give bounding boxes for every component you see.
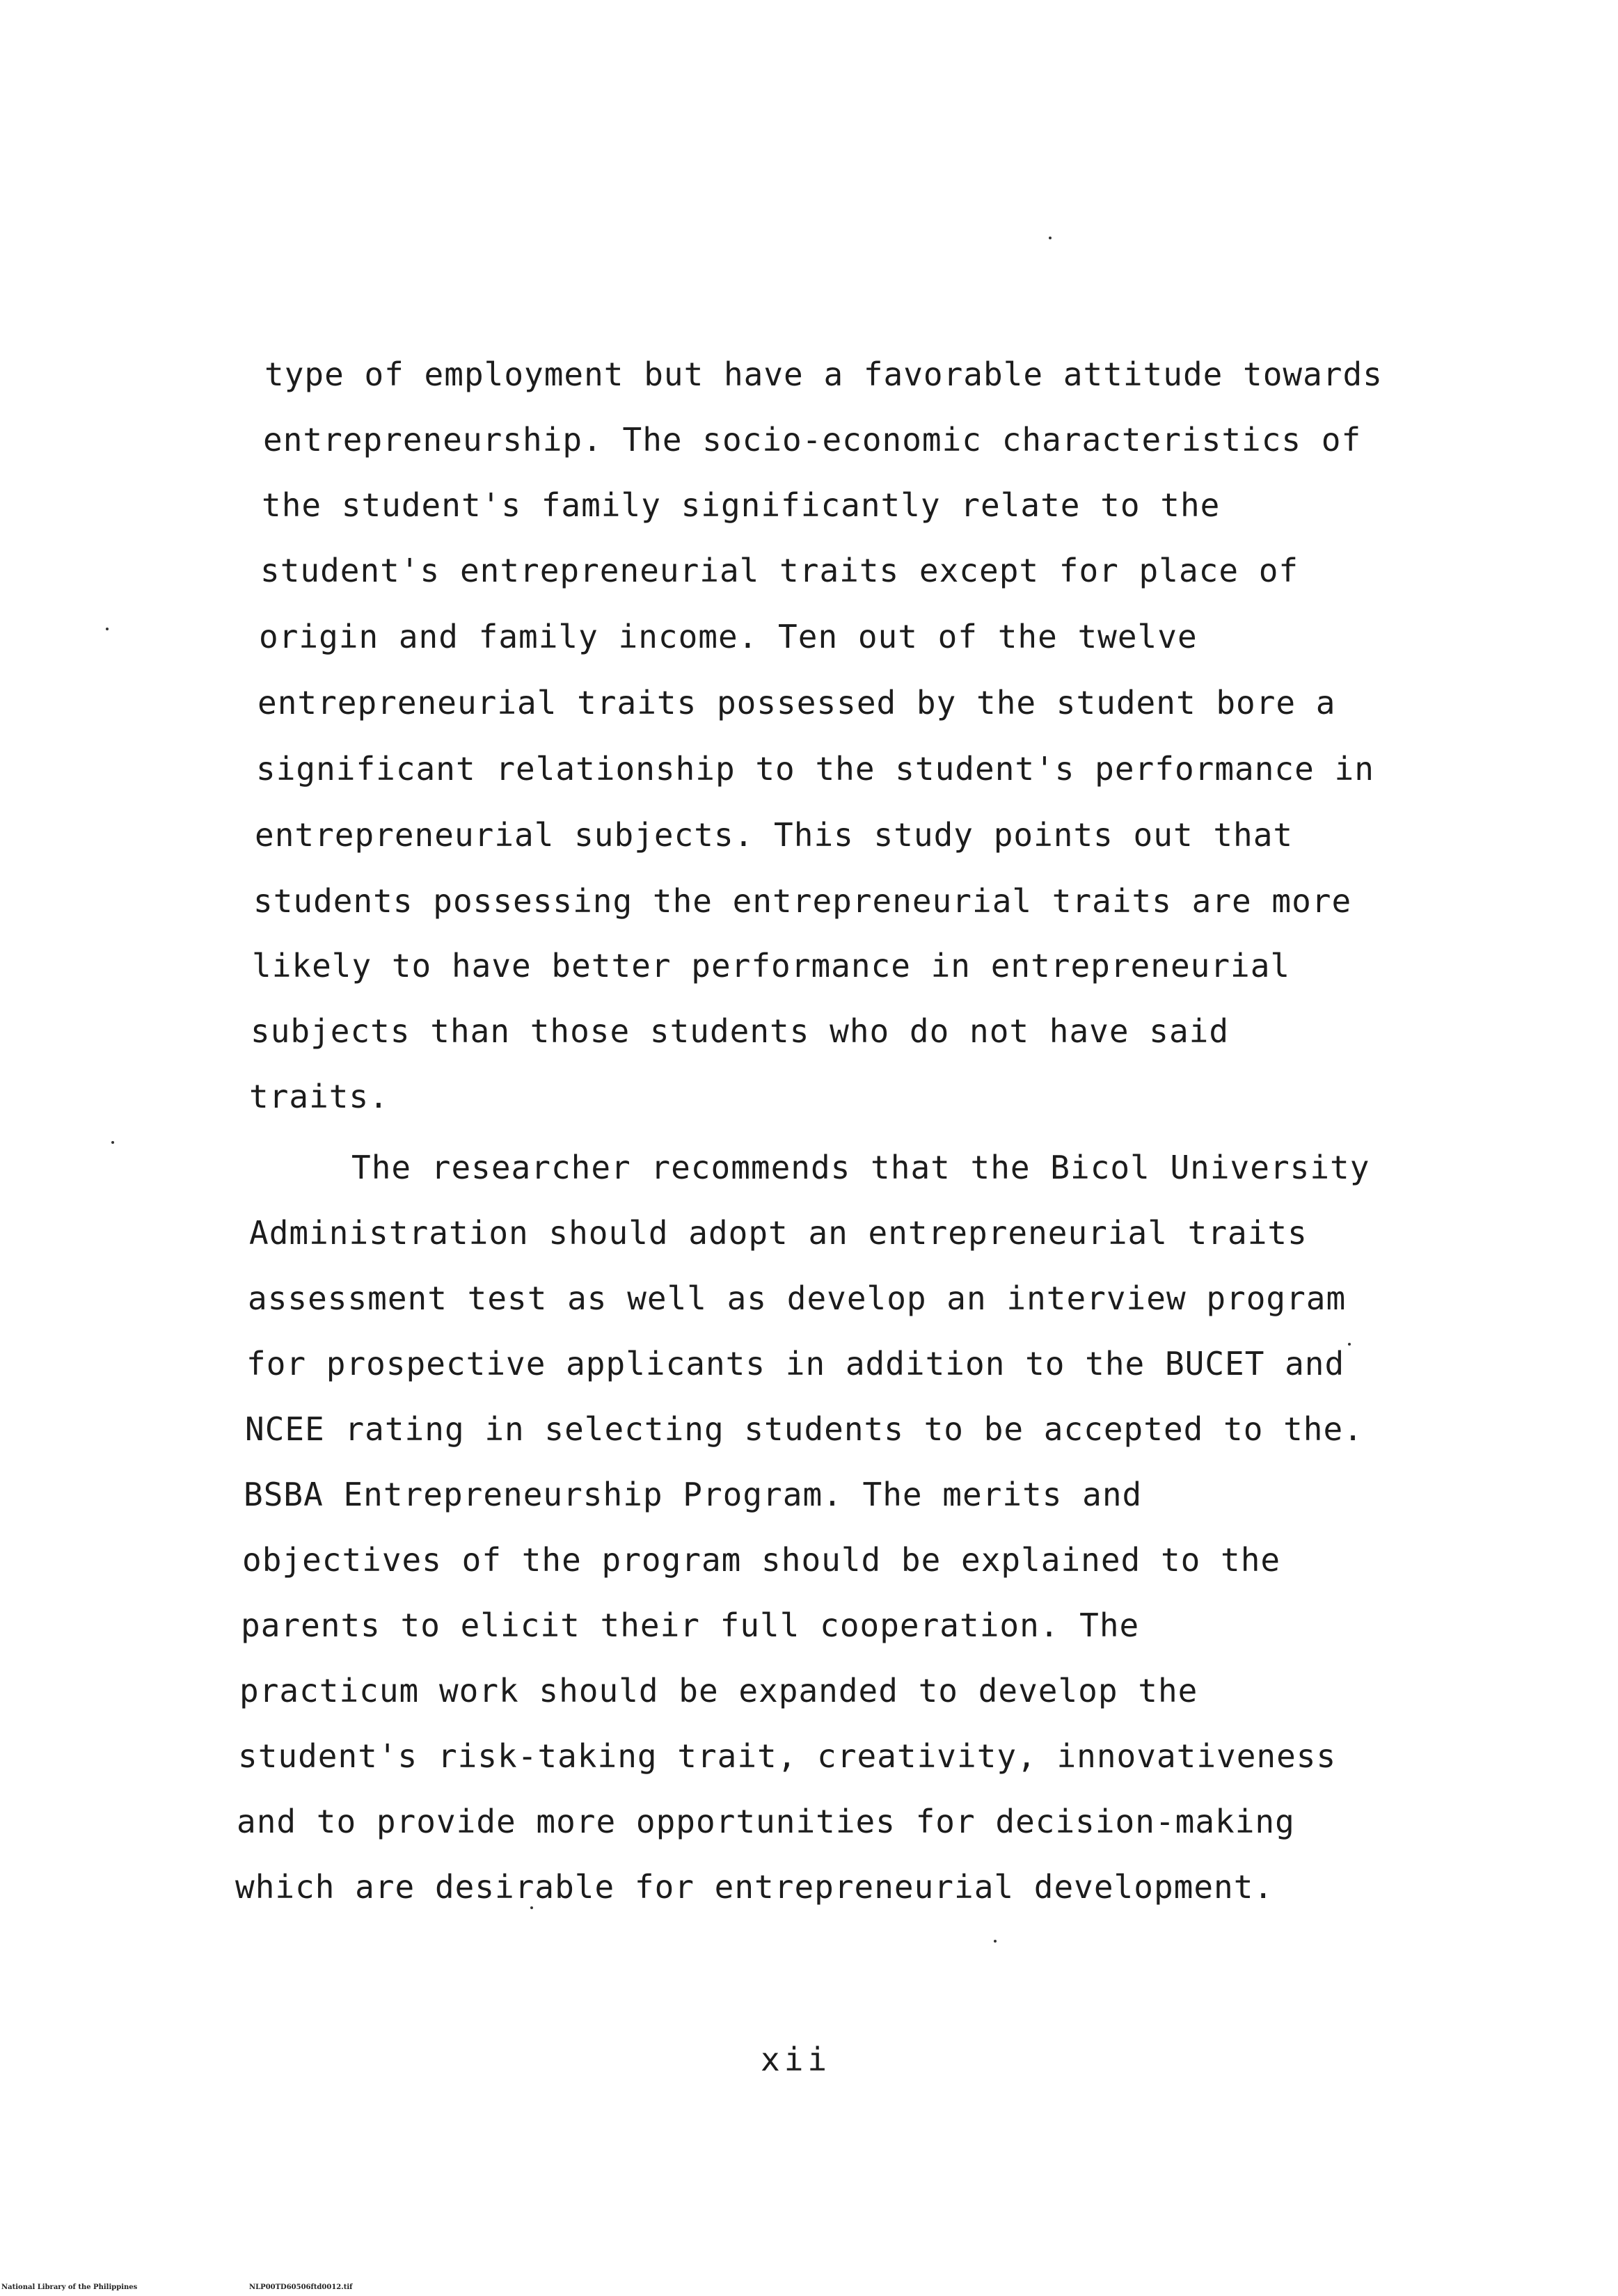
paragraph-1-line-2: entrepreneurship. The socio-economic characteristics of (263, 421, 1362, 459)
paragraph-1-line-3: the student's family significantly relate to the (262, 486, 1221, 524)
paragraph-2-line-2: Administration should adopt an entrepreneurial traits (249, 1214, 1308, 1252)
paragraph-1-line-11: subjects than those students who do not have said (251, 1012, 1230, 1050)
paragraph-2-line-11: and to provide more opportunities for decision-making (237, 1803, 1295, 1840)
scan-speck (1049, 237, 1052, 239)
paragraph-1-line-8: entrepreneurial subjects. This study points out that (255, 816, 1294, 854)
paragraph-2-line-6: BSBA Entrepreneurship Program. The merits and (244, 1476, 1143, 1513)
paragraph-1-line-6: entrepreneurial traits possessed by the student bore a (257, 684, 1336, 722)
paragraph-2-line-5: NCEE rating in selecting students to be accepted to the. (245, 1410, 1363, 1448)
paragraph-2-line-8: parents to elicit their full cooperation. The (241, 1607, 1140, 1644)
scan-speck (106, 628, 109, 630)
footer-library-label: National Library of the Philippines (1, 2283, 138, 2291)
scan-speck (111, 1141, 114, 1144)
paragraph-2-line-10: student's risk-taking trait, creativity, innovativeness (238, 1737, 1337, 1775)
paragraph-1-line-12: traits. (249, 1078, 389, 1115)
paragraph-1-line-1: type of employment but have a favorable attitude towards (264, 356, 1383, 393)
paragraph-1-line-10: likely to have better performance in entrepreneurial (252, 947, 1291, 984)
scan-speck (530, 1906, 533, 1909)
paragraph-2-line-12: which are desirable for entrepreneurial development. (235, 1868, 1274, 1906)
paragraph-2-line-7: objectives of the program should be explained to the (242, 1541, 1281, 1579)
paragraph-1-line-9: students possessing the entrepreneurial traits are more (253, 882, 1352, 920)
paragraph-2-line-3: assessment test as well as develop an interview program (248, 1279, 1347, 1317)
paragraph-1-line-4: student's entrepreneurial traits except for place of (260, 552, 1299, 589)
paragraph-2-line-1: The researcher recommends that the Bicol University (351, 1149, 1370, 1186)
footer-file-label: NLP00TD60506ftd0012.tif (249, 2283, 353, 2291)
paragraph-2-line-4: for prospective applicants in addition to the BUCET and (246, 1345, 1345, 1382)
scan-speck (1348, 1343, 1351, 1346)
page-number: xii (761, 2041, 832, 2078)
paragraph-1-line-7: significant relationship to the student's performance in (256, 750, 1374, 788)
scan-speck (994, 1940, 997, 1943)
paragraph-2-line-9: practicum work should be expanded to develop the (239, 1672, 1198, 1709)
paragraph-1-line-5: origin and family income. Ten out of the twelve (259, 618, 1198, 655)
